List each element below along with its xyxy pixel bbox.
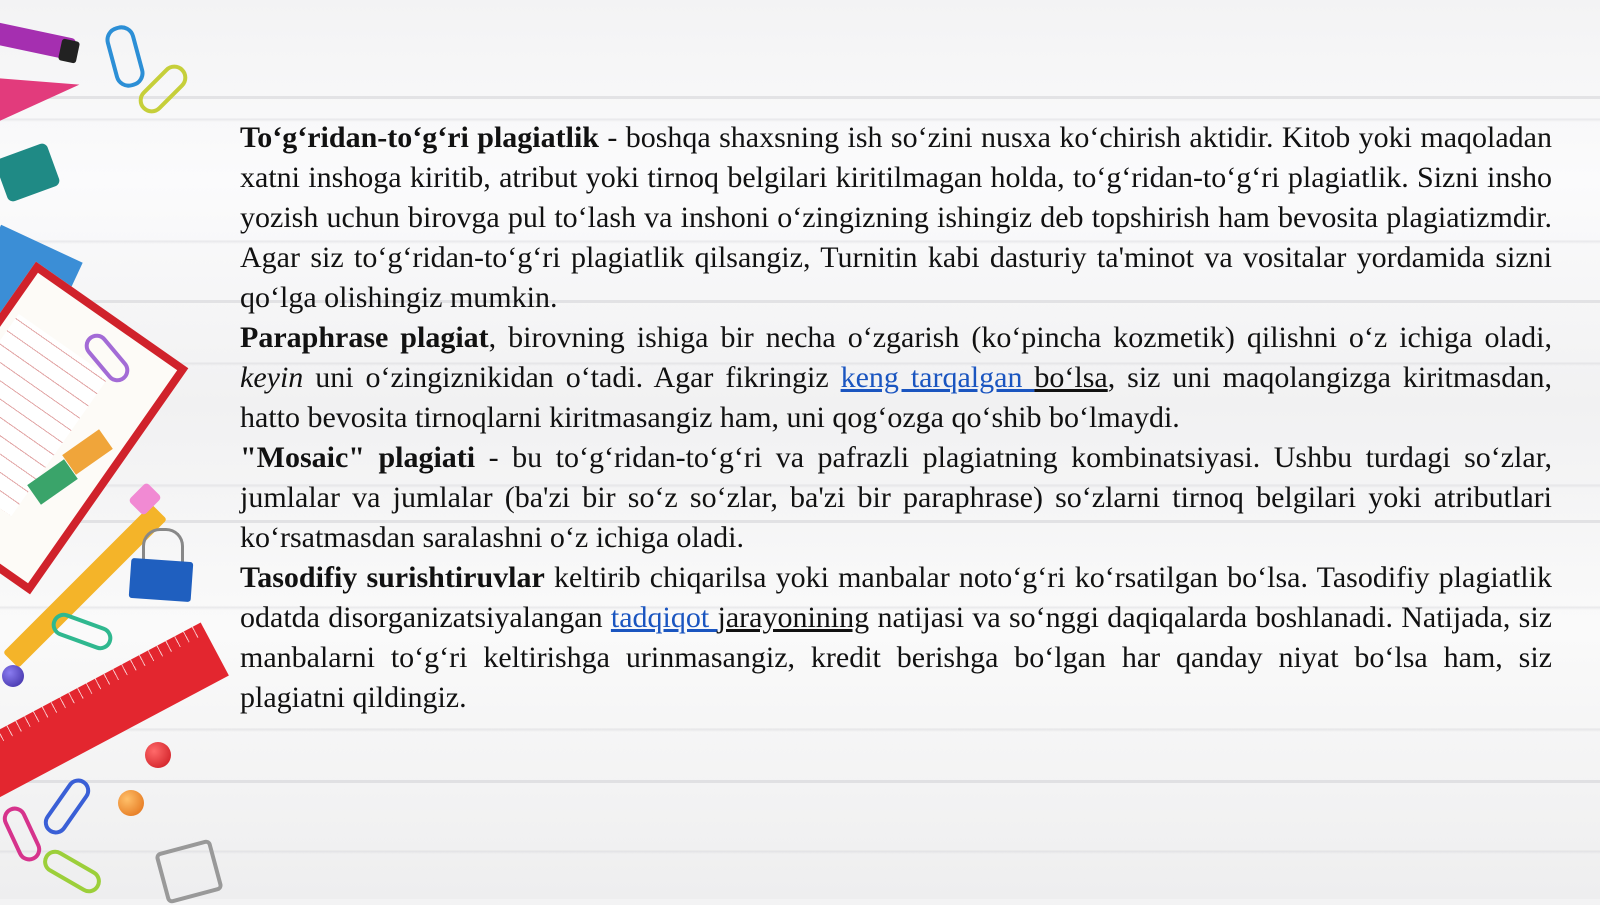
push-pin-icon (118, 790, 144, 816)
definition-text: uni o‘zingiznikidan o‘tadi. Agar fikringiz (303, 361, 841, 394)
triangle-ruler-icon (0, 63, 83, 121)
binder-clip-icon (0, 142, 61, 203)
term-direct-plagiarism: To‘g‘ridan-to‘g‘ri plagiatlik (240, 121, 599, 154)
definition-text: keltirib chiqarilsa yoki manbalar noto‘g‘ri ko‘rsatilgan bo‘lsa. Tasodifiy plagiatlik odatda disorganizatsiyalangan (240, 561, 1552, 634)
paper-clip-icon (102, 22, 147, 91)
definition-direct-plagiarism: - boshqa shaxsning ish so‘zini nusxa ko‘chirish aktidir. Kitob yoki maqoladan xatni inshoga kiritib, atribut yoki tirnoq belgilari kiritilmagan holda, to‘g‘ridan-to‘g‘ri plagiatlik. Sizni insho yozish uchun birovga pul to‘lash va inshoni o‘zingizning ishingiz deb topshirish ham bevosita plagiatizmdir. Agar siz to‘g‘ridan-to‘g‘ri plagiatlik qilsangiz, Turnitin kabi dasturiy ta'minot va vositalar yordamida sizni qo‘lga olishingiz mumkin. (240, 121, 1552, 314)
plank-seam (0, 96, 1600, 99)
marker-cap-icon (58, 38, 80, 63)
link-tadqiqot[interactable]: tadqiqot (610, 601, 718, 634)
paper-clip-icon (48, 609, 115, 653)
underlined-word: jarayonining (717, 601, 870, 634)
slide-text-body (240, 118, 1552, 718)
definition-text: natijasi va so‘nggi daqiqalarda boshlanadi. Natijada, siz manbalarni to‘g‘ri keltirishga urinmasangiz, kredit berishga bo‘lgan har qanday niyat bo‘lsa ham, siz plagiatni qildingiz. (240, 601, 1552, 714)
paragraph-accidental-plagiarism (240, 558, 1552, 718)
term-mosaic-plagiarism: "Mosaic" plagiati (240, 441, 476, 474)
underlined-word: bo‘lsa (1034, 361, 1108, 394)
paper-clip-icon (39, 774, 95, 839)
push-pin-icon (2, 665, 24, 687)
term-accidental-plagiarism: Tasodifiy surishtiruvlar (240, 561, 545, 594)
definition-text: , siz uni maqolangizga kiritmasdan, hatto bevosita tirnoqlarni kiritmasangiz ham, uni qog‘ozga qo‘shib bo‘lmaydi. (240, 361, 1553, 434)
paper-clip-icon (39, 845, 106, 897)
paragraph-direct-plagiarism (240, 118, 1552, 318)
paragraph-paraphrase-plagiarism (240, 318, 1552, 438)
binder-clip-icon (129, 558, 194, 602)
binder-clip-icon (154, 838, 224, 904)
push-pin-icon (145, 742, 171, 768)
definition-mosaic-plagiarism: - bu to‘g‘ridan-to‘g‘ri va pafrazli plagiatning kombinatsiyasi. Ushbu turdagi so‘zlar, jumlalar va jumlalar (ba'zi bir so‘z so‘zlar, ba'zi bir paraphrase) so‘zlarni tirnoq belgilari yoki atributlari ko‘rsatmasdan saralashni o‘z ichiga oladi. (240, 441, 1552, 554)
plank-seam (0, 780, 1600, 783)
term-paraphrase-plagiarism: Paraphrase plagiat (240, 321, 489, 354)
link-keng-tarqalgan[interactable]: keng tarqalgan (840, 361, 1035, 394)
italic-word: keyin (240, 361, 304, 394)
paper-clip-icon (0, 803, 45, 866)
paragraph-mosaic-plagiarism (240, 438, 1552, 558)
definition-text: , birovning ishiga bir necha o‘zgarish (ko‘pincha kozmetik) qilishni o‘z ichiga oladi, (488, 321, 1552, 354)
